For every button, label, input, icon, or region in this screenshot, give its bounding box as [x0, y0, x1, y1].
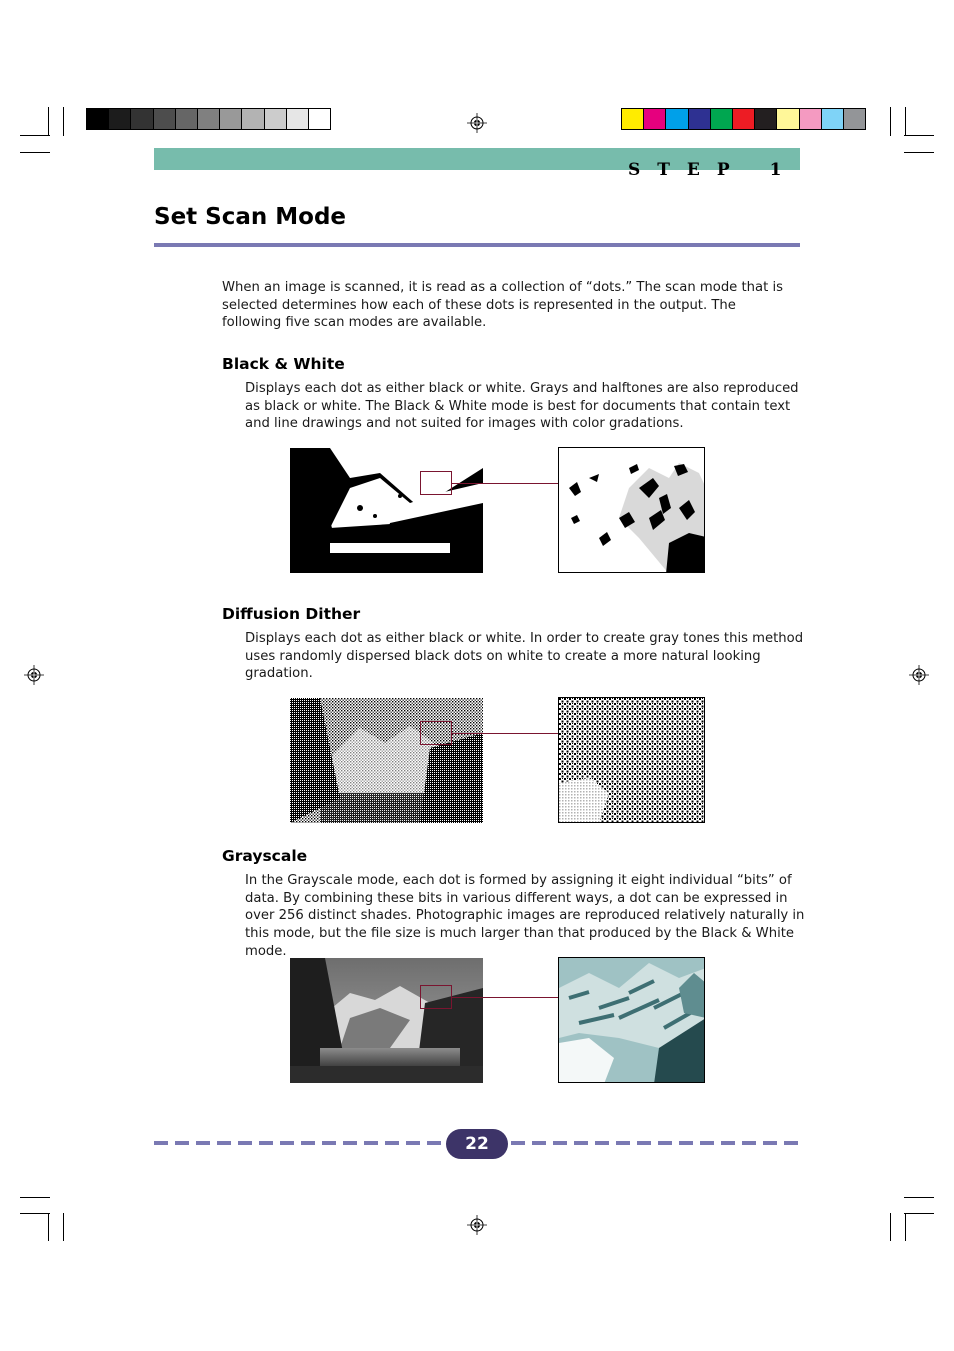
footer-dash [196, 1141, 210, 1145]
footer-dash [154, 1141, 168, 1145]
footer-dash [595, 1141, 609, 1145]
footer-dash [637, 1141, 651, 1145]
calibration-swatch [309, 109, 330, 129]
grayscale-zoom-detail [558, 957, 705, 1083]
crop-mark [63, 107, 64, 136]
section-body-black-white: Displays each dot as either black or white. Grays and halftones are also reproduced as black or white. The Black & White mode is best for documents that contain text and line drawings and not suited for images with color gradations. [245, 381, 799, 432]
footer-dash [364, 1141, 378, 1145]
callout-connector-line [452, 997, 558, 998]
footer-dash [658, 1141, 672, 1145]
crop-mark [904, 152, 934, 153]
footer-dash [700, 1141, 714, 1145]
calibration-swatch [109, 109, 131, 129]
calibration-swatch [800, 109, 822, 129]
footer-dash-rule-left [154, 1141, 444, 1145]
footer-dash [259, 1141, 273, 1145]
crop-mark [904, 1213, 934, 1214]
crop-mark [20, 1197, 50, 1198]
calibration-swatch [733, 109, 755, 129]
crop-mark [905, 107, 906, 136]
section-heading-diffusion-dither: Diffusion Dither [222, 605, 361, 623]
footer-dash [280, 1141, 294, 1145]
section-heading-grayscale: Grayscale [222, 847, 308, 865]
crop-mark [20, 1213, 50, 1214]
section-heading-black-white: Black & White [222, 355, 345, 373]
calibration-swatch [287, 109, 309, 129]
calibration-swatch [87, 109, 109, 129]
black-white-sample-image [290, 448, 483, 573]
footer-dash [238, 1141, 252, 1145]
callout-connector-line [452, 733, 558, 734]
footer-dash [511, 1141, 525, 1145]
crop-mark [48, 1213, 49, 1241]
footer-dash [532, 1141, 546, 1145]
zoom-region-marker [420, 471, 452, 495]
step-label: STEP 1 [628, 160, 799, 180]
crop-mark [20, 152, 50, 153]
calibration-swatch [689, 109, 711, 129]
registration-mark-icon [467, 1215, 487, 1235]
footer-dash [616, 1141, 630, 1145]
calibration-swatch [666, 109, 688, 129]
footer-dash [427, 1141, 441, 1145]
footer-dash [763, 1141, 777, 1145]
crop-mark [904, 135, 934, 136]
footer-dash-rule-right [511, 1141, 800, 1145]
calibration-swatch [198, 109, 220, 129]
black-white-zoom-detail [558, 447, 705, 573]
registration-mark-icon [909, 665, 929, 685]
crop-mark [890, 107, 891, 136]
page-number: 22 [446, 1129, 508, 1159]
crop-mark [890, 1213, 891, 1241]
callout-connector-line [452, 483, 558, 484]
calibration-swatch [777, 109, 799, 129]
footer-dash [574, 1141, 588, 1145]
footer-dash [784, 1141, 798, 1145]
calibration-swatch [822, 109, 844, 129]
calibration-swatch [131, 109, 153, 129]
footer-dash [742, 1141, 756, 1145]
footer-dash [385, 1141, 399, 1145]
calibration-swatch [711, 109, 733, 129]
calibration-swatch [154, 109, 176, 129]
zoom-region-marker [420, 985, 452, 1009]
calibration-swatch [242, 109, 264, 129]
footer-dash [217, 1141, 231, 1145]
page-title: Set Scan Mode [154, 204, 347, 230]
section-body-grayscale: In the Grayscale mode, each dot is formed by assigning it eight individual “bits” of data. By combining these bits in various different ways, a dot can be expressed in over 256 distinct shades. Photographic images are reproduced relatively naturally in this mode, but the file size is much larger than that produced by the Black & White mode. [245, 873, 805, 959]
color-calibration-bar [621, 108, 866, 130]
registration-mark-icon [467, 113, 487, 133]
footer-dash [679, 1141, 693, 1145]
grayscale-sample-image [290, 958, 483, 1083]
section-body-diffusion-dither: Displays each dot as either black or white. In order to create gray tones this method uses randomly dispersed black dots on white to create a more natural looking gradation. [245, 631, 804, 682]
footer-dash [343, 1141, 357, 1145]
footer-dash [406, 1141, 420, 1145]
footer-dash [553, 1141, 567, 1145]
diffusion-dither-zoom-detail [558, 697, 705, 823]
footer-dash [721, 1141, 735, 1145]
title-rule [154, 243, 800, 247]
calibration-swatch [265, 109, 287, 129]
footer-dash [175, 1141, 189, 1145]
zoom-region-marker [420, 721, 452, 745]
crop-mark [904, 1197, 934, 1198]
crop-mark [63, 1213, 64, 1241]
calibration-swatch [176, 109, 198, 129]
calibration-swatch [844, 109, 865, 129]
calibration-swatch [755, 109, 777, 129]
crop-mark [905, 1213, 906, 1241]
crop-mark [20, 135, 50, 136]
footer-dash [322, 1141, 336, 1145]
grayscale-calibration-bar [86, 108, 331, 130]
intro-paragraph: When an image is scanned, it is read as a collection of “dots.” The scan mode that is selected determines how each of these dots is represented in the output. The following five scan modes are available. [222, 280, 783, 331]
crop-mark [48, 107, 49, 136]
registration-mark-icon [24, 665, 44, 685]
calibration-swatch [644, 109, 666, 129]
calibration-swatch [220, 109, 242, 129]
diffusion-dither-sample-image [290, 698, 483, 823]
calibration-swatch [622, 109, 644, 129]
footer-dash [301, 1141, 315, 1145]
